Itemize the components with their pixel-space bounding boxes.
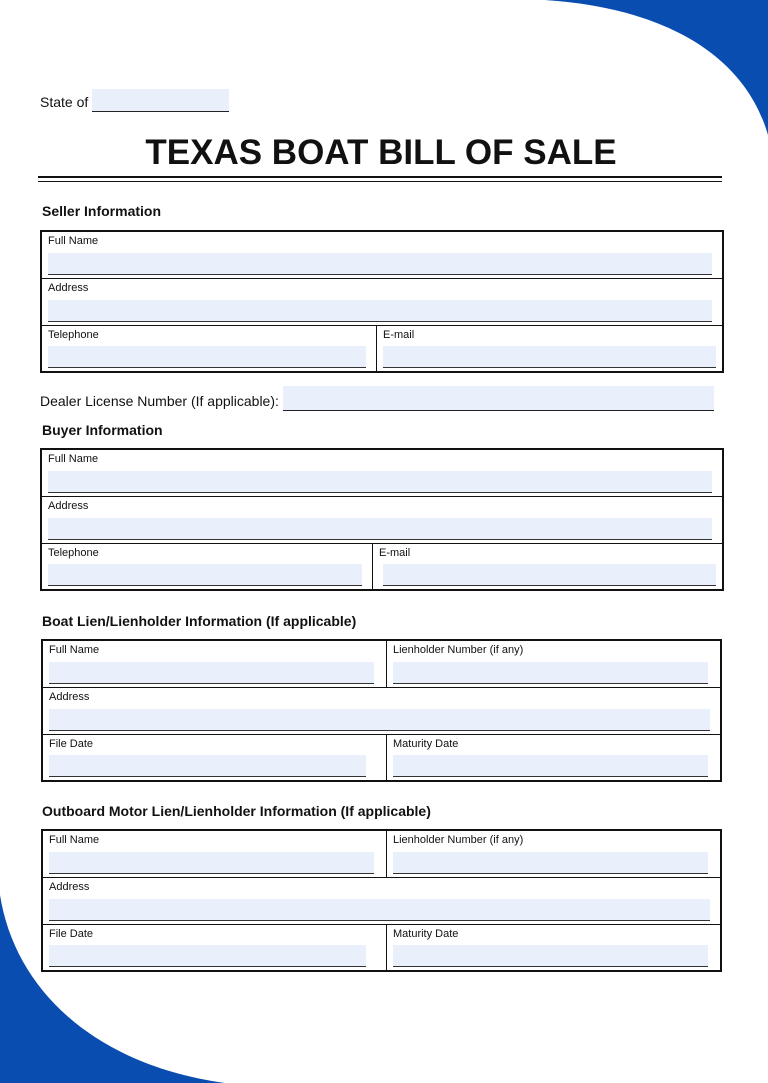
motor-lien-address-field[interactable] bbox=[49, 899, 710, 921]
boat-lien-section-heading: Boat Lien/Lienholder Information (If applicable) bbox=[42, 613, 357, 629]
seller-full-name-row bbox=[42, 232, 722, 278]
seller-email-cell bbox=[376, 326, 722, 371]
boat-lien-full-name-cell bbox=[43, 641, 386, 687]
motor-lien-full-name-cell bbox=[43, 831, 386, 877]
motor-lien-full-name-field[interactable] bbox=[49, 852, 374, 874]
motor-lien-section-heading: Outboard Motor Lien/Lienholder Information (If applicable) bbox=[42, 803, 431, 819]
motor-lien-maturity-date-label: Maturity Date bbox=[393, 928, 459, 940]
boat-lien-full-name-field[interactable] bbox=[49, 662, 374, 684]
dealer-license-row bbox=[40, 385, 714, 411]
boat-lien-address-row bbox=[43, 687, 720, 734]
seller-full-name-field[interactable] bbox=[48, 253, 712, 275]
seller-email-field[interactable] bbox=[383, 346, 716, 368]
boat-lien-file-date-cell bbox=[43, 735, 386, 780]
boat-lien-lienholder-number-label: Lienholder Number (if any) bbox=[393, 644, 524, 656]
dealer-license-label: Dealer License Number (If applicable): bbox=[40, 393, 279, 409]
seller-address-cell bbox=[42, 279, 722, 325]
seller-address-row bbox=[42, 278, 722, 325]
motor-lien-maturity-date-cell bbox=[386, 925, 720, 970]
boat-lien-name-row bbox=[43, 641, 720, 687]
seller-address-field[interactable] bbox=[48, 300, 712, 322]
seller-email-label: E-mail bbox=[383, 329, 415, 341]
buyer-address-label: Address bbox=[48, 500, 89, 512]
buyer-address-field[interactable] bbox=[48, 518, 712, 540]
motor-lien-file-date-cell bbox=[43, 925, 386, 970]
seller-telephone-cell bbox=[42, 326, 376, 371]
boat-lien-address-label: Address bbox=[49, 691, 90, 703]
motor-lien-maturity-date-field[interactable] bbox=[393, 945, 708, 967]
dealer-license-field[interactable] bbox=[283, 386, 714, 411]
buyer-full-name-cell bbox=[42, 450, 722, 496]
motor-lien-lienholder-number-field[interactable] bbox=[393, 852, 708, 874]
motor-lien-lienholder-number-label: Lienholder Number (if any) bbox=[393, 834, 524, 846]
motor-lien-address-cell bbox=[43, 878, 720, 924]
buyer-telephone-cell bbox=[42, 544, 372, 589]
seller-contact-row bbox=[42, 325, 722, 371]
buyer-address-row bbox=[42, 496, 722, 543]
buyer-full-name-field[interactable] bbox=[48, 471, 712, 493]
boat-lien-file-date-label: File Date bbox=[49, 738, 94, 750]
boat-lien-maturity-date-label: Maturity Date bbox=[393, 738, 459, 750]
boat-lien-lienholder-number-cell bbox=[386, 641, 720, 687]
boat-lien-full-name-label: Full Name bbox=[49, 644, 100, 656]
motor-lien-address-label: Address bbox=[49, 881, 90, 893]
state-of-label: State of bbox=[40, 94, 89, 110]
buyer-email-field[interactable] bbox=[383, 564, 716, 586]
motor-lien-address-row bbox=[43, 877, 720, 924]
boat-lien-file-date-field[interactable] bbox=[49, 755, 366, 777]
motor-lien-file-date-field[interactable] bbox=[49, 945, 366, 967]
seller-full-name-label: Full Name bbox=[48, 235, 99, 247]
seller-address-label: Address bbox=[48, 282, 89, 294]
state-of-row bbox=[40, 88, 229, 112]
seller-full-name-cell bbox=[42, 232, 722, 278]
seller-table bbox=[40, 230, 724, 373]
buyer-full-name-label: Full Name bbox=[48, 453, 99, 465]
buyer-telephone-label: Telephone bbox=[48, 547, 99, 559]
seller-section-heading: Seller Information bbox=[42, 203, 162, 219]
title-divider bbox=[38, 176, 722, 182]
seller-telephone-label: Telephone bbox=[48, 329, 99, 341]
buyer-contact-row bbox=[42, 543, 722, 589]
boat-lien-dates-row bbox=[43, 734, 720, 780]
motor-lien-table bbox=[41, 829, 722, 972]
boat-lien-maturity-date-field[interactable] bbox=[393, 755, 708, 777]
boat-lien-lienholder-number-field[interactable] bbox=[393, 662, 708, 684]
buyer-section-heading: Buyer Information bbox=[42, 422, 163, 438]
state-of-field[interactable] bbox=[92, 89, 229, 112]
motor-lien-dates-row bbox=[43, 924, 720, 970]
boat-lien-address-cell bbox=[43, 688, 720, 734]
boat-lien-maturity-date-cell bbox=[386, 735, 720, 780]
motor-lien-file-date-label: File Date bbox=[49, 928, 94, 940]
buyer-telephone-field[interactable] bbox=[48, 564, 362, 586]
page-title: TEXAS BOAT BILL OF SALE bbox=[145, 133, 617, 172]
buyer-full-name-row bbox=[42, 450, 722, 496]
buyer-table bbox=[40, 448, 724, 591]
motor-lien-name-row bbox=[43, 831, 720, 877]
motor-lien-full-name-label: Full Name bbox=[49, 834, 100, 846]
boat-lien-table bbox=[41, 639, 722, 782]
buyer-address-cell bbox=[42, 497, 722, 543]
buyer-email-label: E-mail bbox=[379, 547, 411, 559]
seller-telephone-field[interactable] bbox=[48, 346, 366, 368]
boat-lien-address-field[interactable] bbox=[49, 709, 710, 731]
motor-lien-lienholder-number-cell bbox=[386, 831, 720, 877]
buyer-email-cell bbox=[372, 544, 722, 589]
